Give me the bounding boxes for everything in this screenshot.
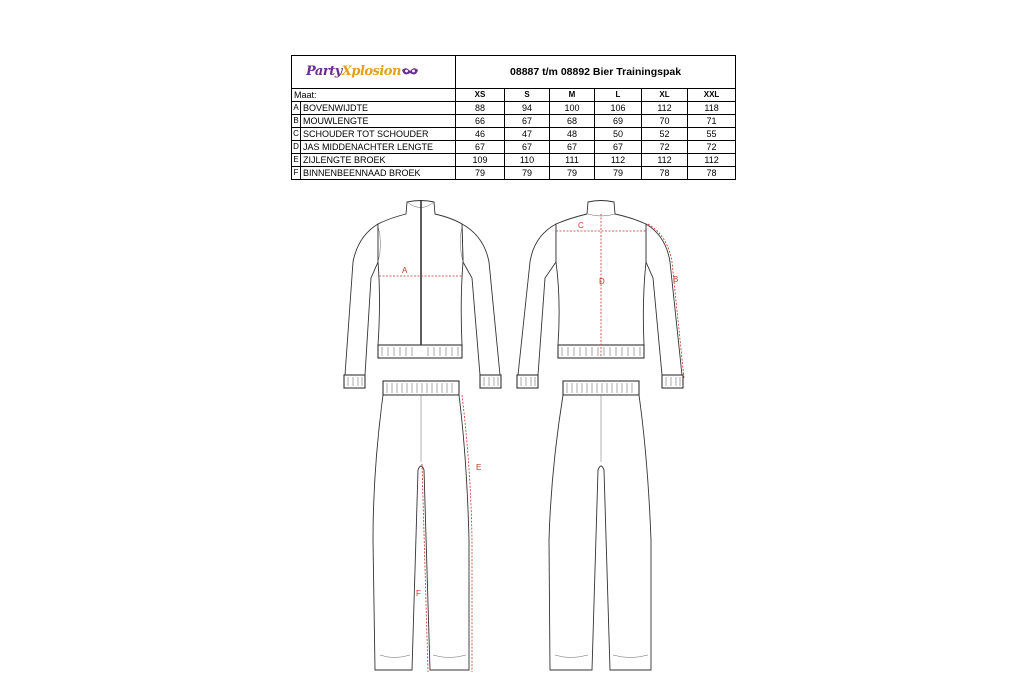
row-value: 55	[688, 128, 736, 141]
row-value: 69	[595, 115, 642, 128]
size-header: XL	[642, 89, 688, 102]
row-letter: D	[292, 141, 301, 154]
row-value: 48	[550, 128, 595, 141]
row-value: 70	[642, 115, 688, 128]
measure-label-f: F	[416, 589, 421, 598]
row-value: 66	[456, 115, 505, 128]
logo-part-a: Party	[306, 64, 342, 79]
row-label: JAS MIDDENACHTER LENGTE	[301, 141, 456, 154]
row-value: 72	[688, 141, 736, 154]
row-label: BINNENBEENNAAD BROEK	[301, 167, 456, 180]
jacket-front-left-sleeve	[345, 224, 378, 375]
row-value: 67	[505, 141, 550, 154]
row-value: 79	[505, 167, 550, 180]
row-value: 78	[688, 167, 736, 180]
row-value: 110	[505, 154, 550, 167]
row-value: 79	[550, 167, 595, 180]
row-value: 79	[595, 167, 642, 180]
row-label: BOVENWIJDTE	[301, 102, 456, 115]
row-value: 47	[505, 128, 550, 141]
trousers-back-waistband	[563, 381, 639, 395]
size-header: M	[550, 89, 595, 102]
row-value: 112	[688, 154, 736, 167]
row-value: 111	[550, 154, 595, 167]
jacket-back	[517, 201, 684, 389]
jacket-back-right-sleeve	[646, 224, 682, 375]
measure-label-c: C	[578, 221, 584, 230]
size-header: XS	[456, 89, 505, 102]
row-letter: F	[292, 167, 301, 180]
size-header: L	[595, 89, 642, 102]
row-letter: A	[292, 102, 301, 115]
trousers-front	[373, 381, 481, 672]
trousers-back-legs	[549, 395, 651, 670]
row-letter: B	[292, 115, 301, 128]
row-letter: C	[292, 128, 301, 141]
row-value: 52	[642, 128, 688, 141]
trousers-back	[549, 381, 651, 670]
row-value: 112	[642, 102, 688, 115]
row-value: 88	[456, 102, 505, 115]
measure-label-a: A	[402, 266, 408, 275]
row-value: 112	[642, 154, 688, 167]
row-value: 118	[688, 102, 736, 115]
row-value: 78	[642, 167, 688, 180]
size-header: S	[505, 89, 550, 102]
row-value: 67	[550, 141, 595, 154]
jacket-front-right-sleeve	[462, 224, 500, 375]
jacket-front	[344, 201, 501, 389]
row-label: SCHOUDER TOT SCHOUDER	[301, 128, 456, 141]
row-label: MOUWLENGTE	[301, 115, 456, 128]
row-value: 72	[642, 141, 688, 154]
row-value: 67	[505, 115, 550, 128]
row-value: 71	[688, 115, 736, 128]
row-value: 68	[550, 115, 595, 128]
measure-label-e: E	[476, 463, 482, 472]
row-value: 67	[595, 141, 642, 154]
trousers-front-waistband	[383, 381, 459, 395]
measure-label-b: B	[673, 275, 679, 284]
row-value: 67	[456, 141, 505, 154]
size-label: Maat:	[292, 89, 456, 102]
row-label: ZIJLENGTE BROEK	[301, 154, 456, 167]
measure-label-d: D	[599, 277, 605, 286]
size-header: XXL	[688, 89, 736, 102]
row-value: 79	[456, 167, 505, 180]
table-title: 08887 t/m 08892 Bier Trainingspak	[456, 56, 736, 89]
row-value: 94	[505, 102, 550, 115]
row-value: 50	[595, 128, 642, 141]
row-value: 109	[456, 154, 505, 167]
row-value: 112	[595, 154, 642, 167]
logo-part-b: Xplosion	[341, 64, 401, 79]
jacket-front-hem-band	[378, 345, 462, 358]
row-value: 106	[595, 102, 642, 115]
jacket-back-left-sleeve	[518, 224, 556, 375]
row-value: 100	[550, 102, 595, 115]
row-value: 46	[456, 128, 505, 141]
row-letter: E	[292, 154, 301, 167]
